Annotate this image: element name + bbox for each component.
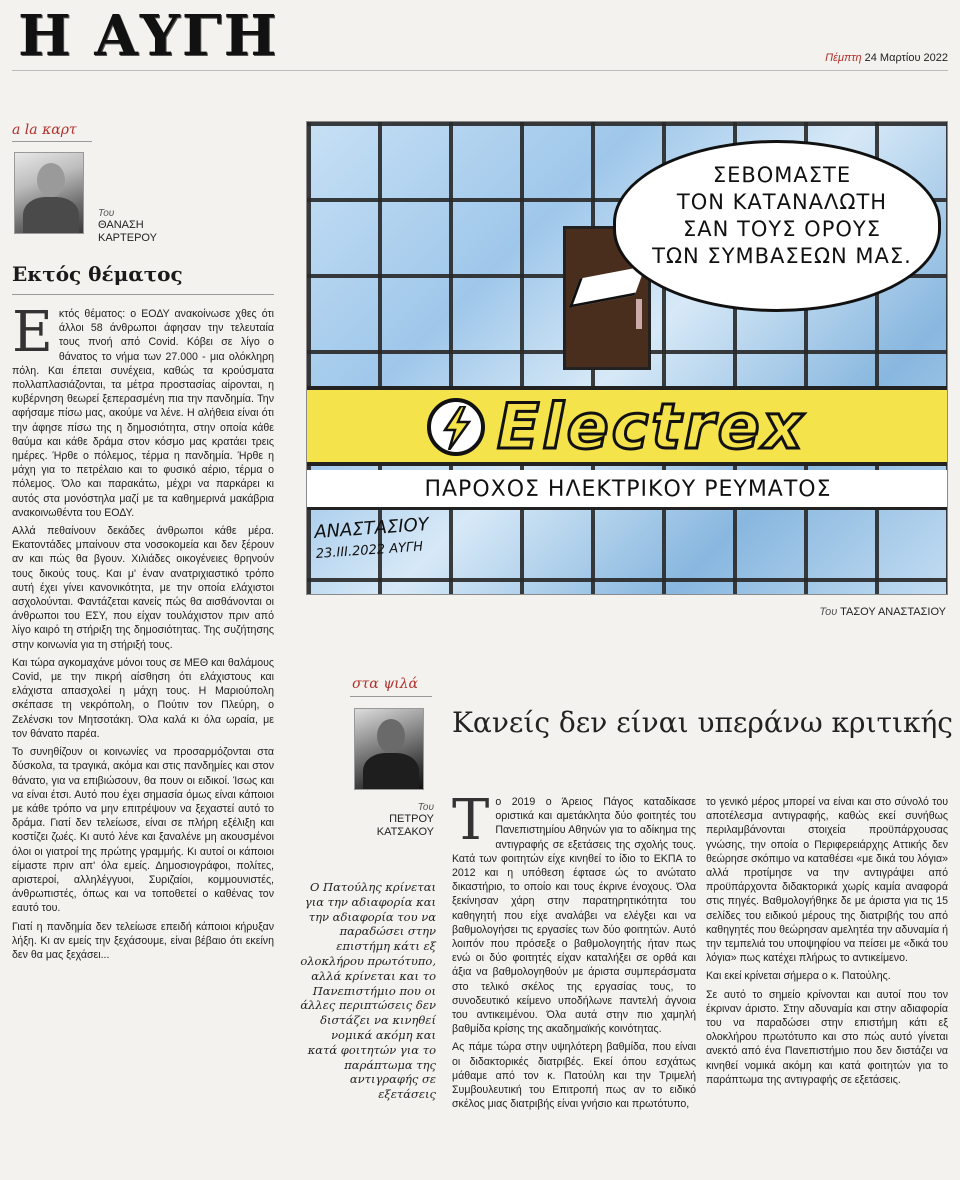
drop-cap: Τ bbox=[452, 788, 490, 853]
column-body bbox=[12, 300, 274, 962]
column-paragraph: Αλλά πεθαίνουν δεκάδες άνθρωποι κάθε μέρα. Εκατοντάδες μπαίνουν στα νοσοκομεία και δεν ξέρουν αν και πώς θα βγουν. Χιλιάδες οικογένειες θρηνούν τους δικούς τους. Και μ' έναν ανατριχιαστικό τρόπο αυτή έχει γίνει κανονικότητα, με την οποία ελάχιστοι ασχολούνται. Φαντάζεται κανείς πώς θα αισθάνονται οι άνθρωποι του ΕΣΥ, που είχαν τουλάχιστον πριν από λίγο καιρό τη στήριξη της δημοσιότητας. Της συζήτησης στην κοινωνία για τη στήριξή τους. bbox=[12, 525, 274, 651]
article-byline bbox=[352, 802, 434, 839]
byline-label: Του bbox=[98, 208, 115, 219]
article-headline: Κανείς δεν είναι υπεράνω κριτικής bbox=[452, 706, 953, 739]
column-paragraph: Και τώρα αγκομαχάνε μόνοι τους σε ΜΕΘ και θαλάμους Covid, με την πικρή αίσθηση ότι ελάχιστους και ελάχιστα απασχολεί η μάχη τους. Η Μαριούπολη σκέπασε τη νεκρόπολη, ο Πούτιν τον Πλεύρη, ο Ζελένσκι τον Μητσοτάκη. Όλα καλά κι όλα ωραία, με τον θάνατο παρέα. bbox=[12, 656, 274, 740]
pull-quote: Ο Πατούλης κρίνεται για την αδιαφορία και την αδιαφορία του να παραδώσει στην επιστήμη κάτι εξ ολοκλήρου πρωτότυπο, αλλά κρίνεται και το Πανεπιστήμιο που οι άλλες περιπτώσεις δεν διστάζει να κινηθεί νομικά ακόμη και κατά φοιτητών για το παράπτωμα της αντιγραφής σε εξετάσεις bbox=[300, 880, 436, 1102]
speech-line: ΤΩΝ ΣΥΜΒΑΣΕΩΝ ΜΑΣ. bbox=[652, 244, 912, 268]
column-paragraph: Γιατί η πανδημία δεν τελείωσε επειδή κάποιοι κήρυξαν λήξη. Κι αν εμείς την ξεχάσουμε, είναι βέβαιο ότι εκείνη δεν θα μας ξεχάσει... bbox=[12, 920, 274, 961]
article-column-middle bbox=[452, 788, 696, 1115]
left-column bbox=[12, 80, 274, 1170]
cartoon-credit bbox=[819, 606, 946, 618]
article-paragraph: το γενικό μέρος μπορεί να είναι και στο σύνολό του αποτέλεσμα αντιγραφής, καθώς εκεί συνήθως περιλαμβάνονται στοιχεία προϋπάρχουσας γνώσης, την οποία ο Περιφερειάρχης Αττικής δεν θεώρησε σκόπιμο να καταθέσει «με δικά του λόγια» αλλά προτίμησε να την αντιγράψει από προϋπάρχοντα διδακτορικά χωρίς καμία αναφορά στις πηγές. Βαθμολογήθηκε δε με άριστα για τις 15 σελίδες του ειδικού μέρους της διατριβής του από καθηγητές που θεώρησαν αμελητέα την αδυναμία ή την τεμπελιά του υποψηφίου να πείσει με «δικά του λόγια» πως κατέχει πλήρως το αντικείμενο. bbox=[706, 796, 948, 965]
article-paragraph: ο 2019 ο Άρειος Πάγος καταδίκασε οριστικά και αμετάκλητα δύο φοιτητές του Πανεπιστημίου Αθηνών για το αδίκημα της αντιγραφής σε εξετάσεις της σχολής τους. Κατά των φοιτητών είχε κινηθεί το ίδιο το ΕΚΠΑ το 2012 και η υπόθεση έφτασε ώς το ανώτατο δικαστήριο, το οποίο και τους έκρινε ένοχους. Όλα ξεκίνησαν χάρη στην παρατηρητικότητα του καθηγητή που είχε αναλάβει να ελέγξει και να βαθμολογήσει τις εργασίες των δύο φοιτητών. Αυτό λοιπόν που πρόσεξε ο βαθμολογητής ήταν πως ενώ οι δύο φοιτητές είχαν καταλήξει σε ορθά και άξια να βαθμολογηθούν με άριστα συμπεράσματα στο τελικό σκέλος της εργασίας τους, το συνοδευτικό κείμενο υποδήλωνε παντελή άγνοια του αντικειμένου. Όλα αυτά στην πιο χαμηλή βαθμίδα κρίσης της ακαδημαϊκής κοινότητας. bbox=[452, 796, 696, 1036]
speech-line: ΤΟΝ ΚΑΤΑΝΑΛΩΤΗ bbox=[676, 190, 888, 214]
article-paragraph: Και εκεί κρίνεται σήμερα ο κ. Πατούλης. bbox=[706, 970, 891, 983]
editorial-cartoon bbox=[306, 121, 948, 595]
article-paragraph: Ας πάμε τώρα στην υψηλότερη βαθμίδα, που είναι οι διδακτορικές διατριβές. Εκεί όπου εσχάτως μάθαμε από τον κ. Πατούλη και την Τριμελή Συμβουλευτική του Επιτροπή πως αν το ειδικό σκέλος μιας διατριβής είναι γνήσιο και πρωτότυπο, bbox=[452, 1041, 696, 1111]
company-sign bbox=[307, 386, 948, 466]
dateline bbox=[825, 52, 948, 64]
signature-name: ΑΝΑΣΤΑΣΙΟΥ bbox=[313, 514, 430, 544]
drop-cap: Ε bbox=[12, 300, 53, 365]
article-rubric-divider bbox=[350, 696, 432, 697]
cartoonist-signature bbox=[314, 514, 431, 566]
credit-label: Του bbox=[819, 606, 838, 618]
speech-line: ΣΕΒΟΜΑΣΤΕ bbox=[712, 163, 852, 187]
author-name: ΘΑΝΑΣΗ ΚΑΡΤΕΡΟΥ bbox=[98, 219, 157, 244]
article-rubric: στα ψιλά bbox=[352, 676, 419, 692]
masthead-divider bbox=[12, 70, 948, 71]
author-avatar bbox=[14, 152, 84, 234]
author-byline bbox=[98, 208, 198, 245]
article-author-name: ΠΕΤΡΟΥ ΚΑΤΣΑΚΟΥ bbox=[376, 813, 434, 838]
column-rubric: a la καρτ bbox=[12, 122, 77, 138]
speech-bubble-text bbox=[637, 162, 927, 270]
brand-name: Electrex bbox=[497, 390, 806, 463]
byline-label: Του bbox=[417, 802, 434, 813]
dateline-date: 24 Μαρτίου 2022 bbox=[864, 52, 948, 64]
speech-line: ΣΑΝ ΤΟΥΣ ΟΡΟΥΣ bbox=[683, 217, 881, 241]
article-column-right bbox=[706, 795, 948, 1091]
column-paragraph: κτός θέματος: ο ΕΟΔΥ ανακοίνωσε χθες ότι άλλοι 58 άνθρωποι άφησαν την τελευταία τους πνοή από Covid. Κόβει σε λίγο ο θάνατος το νήμα των 27.000 - μια ολόκληρη πόλη. Και έπεται συνέχεια, καθώς τα κρούσματα πολλαπλασιάζονται, τα μέτρα προστασίας αίρονται, η κυβέρνηση θεωρεί ξεπερασμένη πια την πανδημία. Την αφήσαμε πίσω μας, ακούμε να λένε. Η αλήθεια είναι ότι την άφησε πίσω της η δημοσιότητα, στην οποία κάθε θαύμα και κάθε δράμα στον κόσμο μας κρατάει τρεις ημέρες. Ήρθε ο πόλεμος, τέρμα η πανδημία. Ήρθε η μάχη για το πετρέλαιο και το φυσικό αέριο, τέρμα ο πόλεμος. Όλο και παρακάτω, μέχρι να παρκάρει κι αυτός στα μονόστηλα μαζί με τα καθημερινά μακάβρια ανακοινωθέντα του ΕΟΔΥ. bbox=[12, 308, 274, 519]
lightning-bolt-icon bbox=[427, 398, 485, 456]
company-subtitle: ΠΑΡΟΧΟΣ ΗΛΕΚΤΡΙΚΟΥ ΡΕΥΜΑΤΟΣ bbox=[307, 470, 948, 510]
credit-name: ΤΑΣΟΥ ΑΝΑΣΤΑΣΙΟΥ bbox=[840, 606, 946, 618]
column-paragraph: Το συνηθίζουν οι κοινωνίες να προσαρμόζονται στα δύσκολα, τα τραγικά, ακόμα και στις πανδημίες και στον θάνατο, για να επιβιώσουν, θα πουν οι ειδικοί. Ίσως και να είναι έτσι. Αυτό που έχει σημασία όμως είναι κάποιοι με κάθε τρόπο να μην επιτρέψουν να ξεχαστεί αυτό το δράμα. Γιατί δεν τελείωσε, είναι σε πλήρη εξέλιξη και κοστίζει ζωές. Κι αυτό λένε και ξαναλένε μη ακουσμένοι όλοι οι γιατροί της πρώτης γραμμής. Κι αυτοί οι κάποιοι είμαστε πριν απ' όλα εμείς. Δημοσιογράφοι, πολίτες, αριστεροί, αλληλέγγυοι, Συριζαίοι, κομμουνιστές, άνθρωπιστές, όπως και να τοποθετεί ο καθένας τον εαυτό του. bbox=[12, 746, 274, 915]
column-title: Εκτός θέματος bbox=[12, 262, 274, 295]
newspaper-masthead: Η ΑΥΓΗ bbox=[18, 3, 279, 69]
dateline-day: Πέμπτη bbox=[825, 52, 862, 64]
signature-date: 23.III.2022 ΑΥΓΗ bbox=[315, 539, 424, 562]
article-author-avatar bbox=[354, 708, 424, 790]
author-box bbox=[12, 142, 274, 252]
article-paragraph: Σε αυτό το σημείο κρίνονται και αυτοί που τον έκριναν άριστο. Στην αδυναμία και στην αδιαφορία του να παραδώσει στην επιστήμη κάτι εξ ολοκλήρου πρωτότυπο και στο πώς αυτό γίνεται ανεκτό από ένα Πανεπιστήμιο που δεν διστάζει να κινηθεί νομικά ακόμη και κατά φοιτητών για το παράπτωμα της αντιγραφής σε εξετάσεις. bbox=[706, 988, 948, 1086]
